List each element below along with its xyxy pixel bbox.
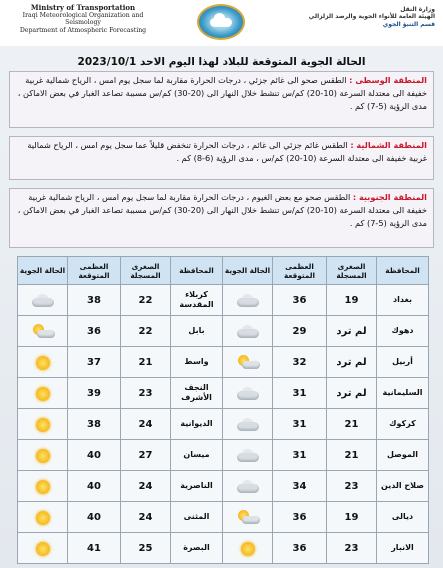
header-english xyxy=(8,4,158,34)
weather-cell xyxy=(18,440,68,471)
min-temp: 21 xyxy=(327,409,377,440)
cloudy-icon xyxy=(235,386,261,402)
max-temp: 36 xyxy=(273,285,327,316)
max-temp: 40 xyxy=(68,502,121,533)
max-temp: 31 xyxy=(273,440,327,471)
table-row xyxy=(18,316,223,347)
min-temp: 21 xyxy=(327,440,377,471)
region-name: المنطقة الجنوبية : xyxy=(352,192,427,202)
sunny-icon xyxy=(30,355,56,371)
min-temp: 24 xyxy=(121,409,171,440)
max-temp: 36 xyxy=(68,316,121,347)
table-row xyxy=(18,471,223,502)
table-row xyxy=(223,440,429,471)
partly-cloudy-icon xyxy=(30,324,56,340)
organization-name-ar: الهيئة العامة للأنواء الجوية والرصد الزلزالي xyxy=(308,13,435,21)
min-temp: 19 xyxy=(327,285,377,316)
min-temp: لم ترد xyxy=(327,378,377,409)
max-temp: 36 xyxy=(273,502,327,533)
table-row xyxy=(223,533,429,564)
sunny-icon xyxy=(30,417,56,433)
min-temp: 21 xyxy=(121,347,171,378)
forecast-table-left xyxy=(17,256,223,564)
table-row xyxy=(18,409,223,440)
sunny-icon xyxy=(235,541,261,557)
ministry-name-en: Ministry of Transportation xyxy=(30,3,136,12)
region-central xyxy=(9,71,434,128)
min-temp: لم ترد xyxy=(327,347,377,378)
sunny-icon xyxy=(30,510,56,526)
weather-cell xyxy=(223,502,273,533)
min-temp: 25 xyxy=(121,533,171,564)
weather-cell xyxy=(223,285,273,316)
table-row xyxy=(18,285,223,316)
weather-cell xyxy=(18,471,68,502)
max-temp: 34 xyxy=(273,471,327,502)
province-name: المثنى xyxy=(171,502,223,533)
cloudy-icon xyxy=(30,293,56,309)
province-name: بغداد xyxy=(377,285,429,316)
weather-cell xyxy=(18,378,68,409)
weather-cell xyxy=(223,409,273,440)
department-name-en: Department of Atmospheric Forecasting xyxy=(19,26,147,34)
organization-name-en: Iraqi Meteorological Organization and Seismology xyxy=(22,11,144,27)
weather-cell xyxy=(223,378,273,409)
region-name: المنطقة الشمالية : xyxy=(350,140,427,150)
min-temp: 24 xyxy=(121,471,171,502)
min-temp: 22 xyxy=(121,316,171,347)
cloudy-icon xyxy=(235,448,261,464)
min-temp: 23 xyxy=(121,378,171,409)
weather-cell xyxy=(223,533,273,564)
table-row xyxy=(223,347,429,378)
min-temp: 22 xyxy=(121,285,171,316)
min-temp: 27 xyxy=(121,440,171,471)
weather-cell xyxy=(18,533,68,564)
col-province: المحافظة xyxy=(377,257,429,285)
max-temp: 38 xyxy=(68,409,121,440)
table-row xyxy=(223,502,429,533)
province-name: بابل xyxy=(171,316,223,347)
region-text: الطقس صحو مع بعض الغيوم ، درجات الحرارة مقاربة لما سجل يوم امس ، الرياح شمالية غربية خفيفة الى معتدلة السرعة (10-20) كم/س تنشط خلال النهار الى (20-30) كم/س مسببة تصاعد الغبار في بعض الاماكن ، مدى الرؤية (5-7) كم . xyxy=(17,192,427,228)
weather-cell xyxy=(223,440,273,471)
col-weather: الحالة الجوية xyxy=(223,257,273,285)
region-south xyxy=(9,188,434,248)
table-row xyxy=(18,502,223,533)
max-temp: 37 xyxy=(68,347,121,378)
cloudy-icon xyxy=(235,293,261,309)
max-temp: 36 xyxy=(273,533,327,564)
table-row xyxy=(223,378,429,409)
cloudy-icon xyxy=(235,479,261,495)
province-name: كربلاء المقدسة xyxy=(171,285,223,316)
col-max: العظمى المتوقعة xyxy=(68,257,121,285)
header xyxy=(0,0,443,46)
weather-cell xyxy=(18,316,68,347)
ministry-name-ar: وزارة النقل xyxy=(400,6,435,13)
min-temp: 23 xyxy=(327,533,377,564)
province-name: دهوك xyxy=(377,316,429,347)
sunny-icon xyxy=(30,448,56,464)
cloudy-icon xyxy=(235,324,261,340)
max-temp: 38 xyxy=(68,285,121,316)
max-temp: 29 xyxy=(273,316,327,347)
organization-logo xyxy=(197,4,245,40)
col-min: الصغرى المسجلة xyxy=(121,257,171,285)
province-name: البصرة xyxy=(171,533,223,564)
partly-cloudy-icon xyxy=(235,355,261,371)
province-name: الموصل xyxy=(377,440,429,471)
min-temp: 19 xyxy=(327,502,377,533)
max-temp: 41 xyxy=(68,533,121,564)
region-name: المنطقة الوسطى : xyxy=(349,75,427,85)
weather-cell xyxy=(18,502,68,533)
forecast-table-right xyxy=(222,256,429,564)
province-name: واسط xyxy=(171,347,223,378)
table-row xyxy=(18,533,223,564)
weather-cell xyxy=(223,347,273,378)
col-weather: الحالة الجوية xyxy=(18,257,68,285)
weather-cell xyxy=(223,316,273,347)
partly-cloudy-icon xyxy=(235,510,261,526)
region-text: الطقس صحو الى غائم جزئي ، درجات الحرارة مقاربة لما سجل يوم امس ، الرياح شمالية غربية خفيفة الى معتدلة السرعة (10-20) كم/س تنشط خلال النهار الى (20-30) كم/س مسببة تصاعد الغبار في بعض الاماكن ، مدى الرؤية (5-7) كم . xyxy=(17,75,427,111)
province-name: كركوك xyxy=(377,409,429,440)
province-name: الانبار xyxy=(377,533,429,564)
province-name: الديوانية xyxy=(171,409,223,440)
table-row xyxy=(223,471,429,502)
max-temp: 39 xyxy=(68,378,121,409)
province-name: أربيل xyxy=(377,347,429,378)
province-name: السليمانية xyxy=(377,378,429,409)
table-row xyxy=(18,440,223,471)
table-row xyxy=(223,409,429,440)
col-min: الصغرى المسجلة xyxy=(327,257,377,285)
table-row xyxy=(223,285,429,316)
region-text: الطقس غائم جزئي الى غائم ، درجات الحرارة تنخفض قليلاً عما سجل يوم امس ، الرياح شمالية غربية خفيفة الى معتدلة السرعة (10-20) كم/س ، مدى الرؤية (6-8) كم . xyxy=(27,140,427,163)
sunny-icon xyxy=(30,386,56,402)
min-temp: 24 xyxy=(121,502,171,533)
table-row xyxy=(18,378,223,409)
col-province: المحافظة xyxy=(171,257,223,285)
province-name: النجف الأشرف xyxy=(171,378,223,409)
max-temp: 32 xyxy=(273,347,327,378)
weather-cell xyxy=(18,285,68,316)
max-temp: 31 xyxy=(273,378,327,409)
page-title: الحالة الجوية المتوقعة للبلاد لهذا اليوم الاحد 2023/10/1 xyxy=(77,56,366,68)
province-name: صلاح الدين xyxy=(377,471,429,502)
weather-cell xyxy=(223,471,273,502)
max-temp: 40 xyxy=(68,471,121,502)
department-name-ar: قسم التنبؤ الجوي xyxy=(382,20,435,28)
max-temp: 40 xyxy=(68,440,121,471)
sunny-icon xyxy=(30,541,56,557)
col-max: العظمى المتوقعة xyxy=(273,257,327,285)
table-row xyxy=(223,316,429,347)
table-row xyxy=(18,347,223,378)
province-name: الناصرية xyxy=(171,471,223,502)
header-arabic xyxy=(285,6,435,28)
min-temp: لم ترد xyxy=(327,316,377,347)
sunny-icon xyxy=(30,479,56,495)
weather-cell xyxy=(18,347,68,378)
weather-cell xyxy=(18,409,68,440)
max-temp: 31 xyxy=(273,409,327,440)
cloudy-icon xyxy=(235,417,261,433)
min-temp: 23 xyxy=(327,471,377,502)
province-name: ميسان xyxy=(171,440,223,471)
region-north xyxy=(9,136,434,180)
province-name: ديالى xyxy=(377,502,429,533)
